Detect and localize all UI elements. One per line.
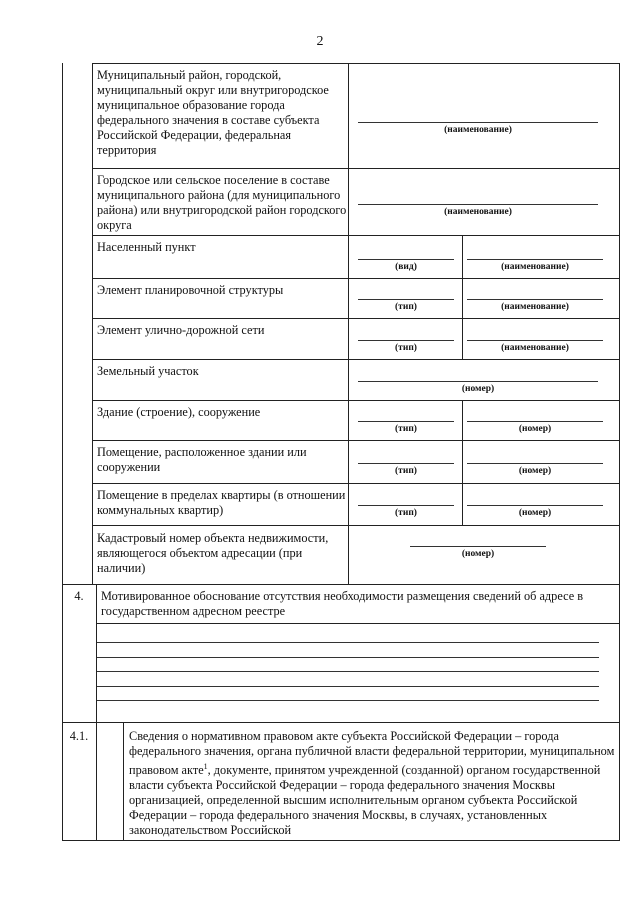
footnote-ref[interactable]: 1 xyxy=(203,762,208,771)
address-field-caption: (наименование) xyxy=(444,207,512,217)
address-row-label: Муниципальный район, городской, муниципальный округ или внутригородское муниципальное образование города федерального значения в составе субъекта Российской Федерации, федеральная территория xyxy=(97,68,329,157)
address-field-type-input[interactable] xyxy=(358,463,454,464)
address-field-name-input[interactable] xyxy=(467,421,603,422)
address-row-label: Элемент планировочной структуры xyxy=(97,283,284,297)
justification-line-5[interactable] xyxy=(97,700,599,701)
address-field-caption: (номер) xyxy=(518,466,552,476)
row-divider xyxy=(92,525,620,526)
text-part: Сведения о нормативном правовом акте субъекта Российской Федерации – города федерального значения, органа публичной власти федеральной территории, муниципальном правовом акте xyxy=(129,729,615,778)
address-field-caption: (тип) xyxy=(395,508,417,518)
address-field-name-input[interactable] xyxy=(467,340,603,341)
address-row-label: Элемент улично-дорожной сети xyxy=(97,323,265,337)
value-column-divider xyxy=(348,63,349,585)
justification-line-3[interactable] xyxy=(97,671,599,672)
address-field-name-input[interactable] xyxy=(467,463,603,464)
row-divider xyxy=(62,722,620,723)
address-row-label: Земельный участок xyxy=(97,364,199,378)
row-divider xyxy=(92,440,620,441)
split-divider xyxy=(462,440,463,483)
cadastral-caption: (номер) xyxy=(461,549,495,559)
row-divider xyxy=(92,278,620,279)
address-field-caption: (тип) xyxy=(395,302,417,312)
row-divider xyxy=(92,235,620,236)
address-field-type-input[interactable] xyxy=(358,505,454,506)
section-4-title: Мотивированное обоснование отсутствия необходимости размещения сведений об адресе в государственном адресном реестре xyxy=(101,589,584,618)
number-column-divider xyxy=(92,63,93,585)
row-divider xyxy=(62,584,620,585)
address-field-type-input[interactable] xyxy=(358,259,454,260)
address-field-caption: (наименование) xyxy=(501,262,569,272)
address-field-caption: (наименование) xyxy=(501,302,569,312)
row-divider xyxy=(92,168,620,169)
checkbox-column-divider xyxy=(123,722,124,840)
address-row-label: Помещение в пределах квартиры (в отношении коммунальных квартир) xyxy=(97,488,346,517)
page-number: 2 xyxy=(316,34,324,49)
address-field-caption: (наименование) xyxy=(444,125,512,135)
split-divider xyxy=(462,400,463,440)
address-field-input[interactable] xyxy=(358,204,598,205)
section-4-1-text xyxy=(129,729,617,838)
address-field-name-input[interactable] xyxy=(467,505,603,506)
address-field-caption: (тип) xyxy=(395,424,417,434)
address-field-input[interactable] xyxy=(358,122,598,123)
row-divider xyxy=(96,623,620,624)
address-field-caption: (номер) xyxy=(518,508,552,518)
address-field-type-input[interactable] xyxy=(358,421,454,422)
cadastral-number-field[interactable] xyxy=(410,546,546,547)
address-field-type-input[interactable] xyxy=(358,299,454,300)
address-field-caption: (номер) xyxy=(461,384,495,394)
address-row-label: Населенный пункт xyxy=(97,240,196,254)
split-divider xyxy=(462,235,463,278)
justification-line-2[interactable] xyxy=(97,657,599,658)
address-field-caption: (вид) xyxy=(395,262,417,272)
row-divider xyxy=(92,359,620,360)
row-divider xyxy=(92,483,620,484)
split-divider xyxy=(462,278,463,318)
address-field-name-input[interactable] xyxy=(467,259,603,260)
row-divider xyxy=(92,318,620,319)
table-border-right xyxy=(619,63,620,841)
address-field-type-input[interactable] xyxy=(358,340,454,341)
address-field-caption: (наименование) xyxy=(501,343,569,353)
table-bottom xyxy=(62,840,620,841)
address-row-label: Городское или сельское поселение в составе муниципального района (для муниципального района) или внутригородской район городского округа xyxy=(97,173,347,232)
split-divider xyxy=(462,483,463,525)
address-field-caption: (тип) xyxy=(395,343,417,353)
table-border-left xyxy=(62,63,63,841)
row-divider xyxy=(92,400,620,401)
table-top xyxy=(92,63,620,64)
cadastral-label: Кадастровый номер объекта недвижимости, являющегося объектом адресации (при наличии) xyxy=(97,531,329,575)
address-row-label: Здание (строение), сооружение xyxy=(97,405,261,419)
section-4-1-checkbox[interactable] xyxy=(97,723,123,839)
address-field-caption: (тип) xyxy=(395,466,417,476)
justification-line-4[interactable] xyxy=(97,686,599,687)
split-divider xyxy=(462,318,463,359)
text-part: , документе, принятом учрежденной (созданной) органом государственной власти субъекта Российской Федерации – города федерального значения Москвы организацией, определенной высшим исполнительным органом субъекта Российской Федерации – города федерального значения Москвы, в случаях, установленных законодательством Российской xyxy=(129,763,601,838)
address-field-input[interactable] xyxy=(358,381,598,382)
section-4-number: 4. xyxy=(74,589,84,603)
section-4-1-number: 4.1. xyxy=(69,729,89,743)
justification-line-1[interactable] xyxy=(97,642,599,643)
address-row-label: Помещение, расположенное здании или сооружении xyxy=(97,445,307,474)
address-field-caption: (номер) xyxy=(518,424,552,434)
address-field-name-input[interactable] xyxy=(467,299,603,300)
